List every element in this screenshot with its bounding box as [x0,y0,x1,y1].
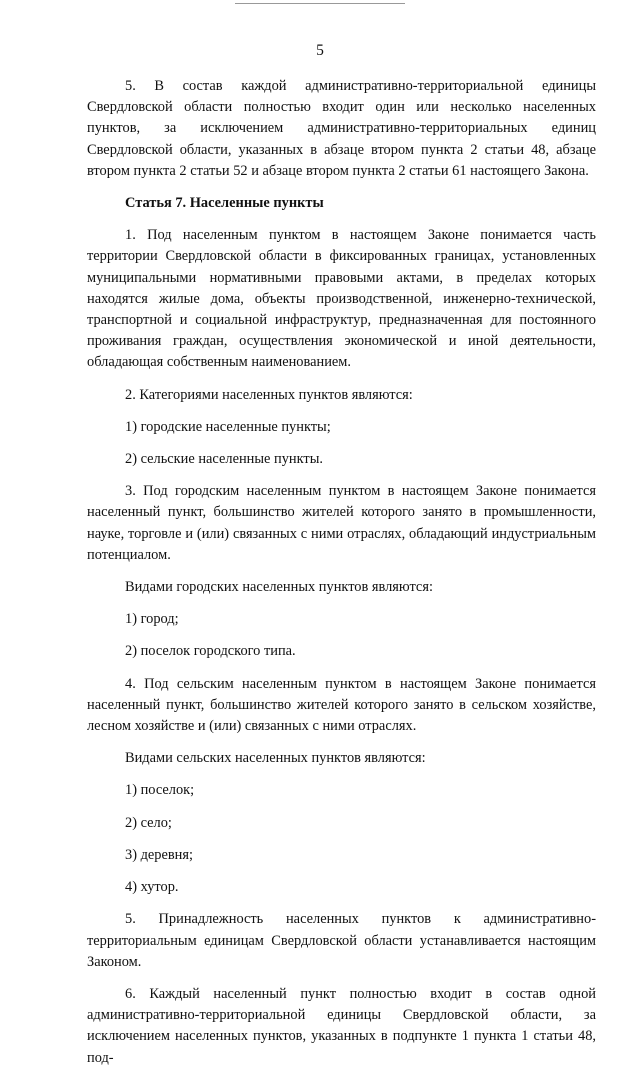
list-item: 1) город; [125,611,179,628]
page-number: 5 [316,42,324,59]
list-item: 4) хутор. [125,879,179,896]
paragraph-clause1: 1. Под населенным пунктом в настоящем Законе понимается часть территории Свердловской области в фиксированных границах, установленных муниципальными нормативными правовыми актами, в пределах которых находятся жилые дома, объекты производственной, инженерно-технической, транспортной и социальной инфраструктур, предназначенная для постоянного проживания граждан, осуществления экономической и иной деятельности, обладающая собственным наименованием. [87,227,596,371]
list-item: 3) деревня; [125,846,193,863]
list-item: 2) сельские населенные пункты. [125,451,323,468]
document-body [87,76,596,1069]
paragraph-article6-clause5: 5. В состав каждой административно-территориальной единицы Свердловской области полностью входит один или несколько населенных пунктов, за исключением административно-территориальных единиц Свердловской области, указанных в абзаце втором пункта 2 статьи 48, абзаце втором пункта 2 статьи 52 и абзаце втором пункта 2 статьи 61 настоящего Закона. [87,78,596,179]
paragraph-clause4: 4. Под сельским населенным пунктом в настоящем Законе понимается населенный пункт, большинство жителей которого занято в сельском хозяйстве, лесном хозяйстве и (или) связанных с ними отраслях. [87,675,596,735]
paragraph-clause5: 5. Принадлежность населенных пунктов к административно-территориальным единицам Свердловской области устанавливается настоящим Законом. [87,911,596,970]
paragraph-urban-types: Видами городских населенных пунктов являются: [125,579,433,596]
top-edge-rule [235,3,405,4]
list-item: 2) поселок городского типа. [125,643,296,660]
list-item: 1) городские населенные пункты; [125,418,331,435]
paragraph-clause2: 2. Категориями населенных пунктов являются: [125,386,413,403]
list-item: 1) поселок; [125,782,195,799]
paragraph-clause3: 3. Под городским населенным пунктом в настоящем Законе понимается населенный пункт, большинство жителей которого занято в промышленности, науке, торговле и (или) связанных с ними отраслях, обладающий индустриальным потенциалом. [87,483,596,563]
article-heading: Статья 7. Населенные пункты [125,195,324,212]
paragraph-clause6: 6. Каждый населенный пункт полностью входит в состав одной административно-территориальной единицы Свердловской области, за исключением населенных пунктов, указанных в подпункте 1 пункта 1 статьи 48, под- [87,985,596,1066]
list-item: 2) село; [125,814,172,831]
paragraph-rural-types: Видами сельских населенных пунктов являются: [125,750,426,767]
